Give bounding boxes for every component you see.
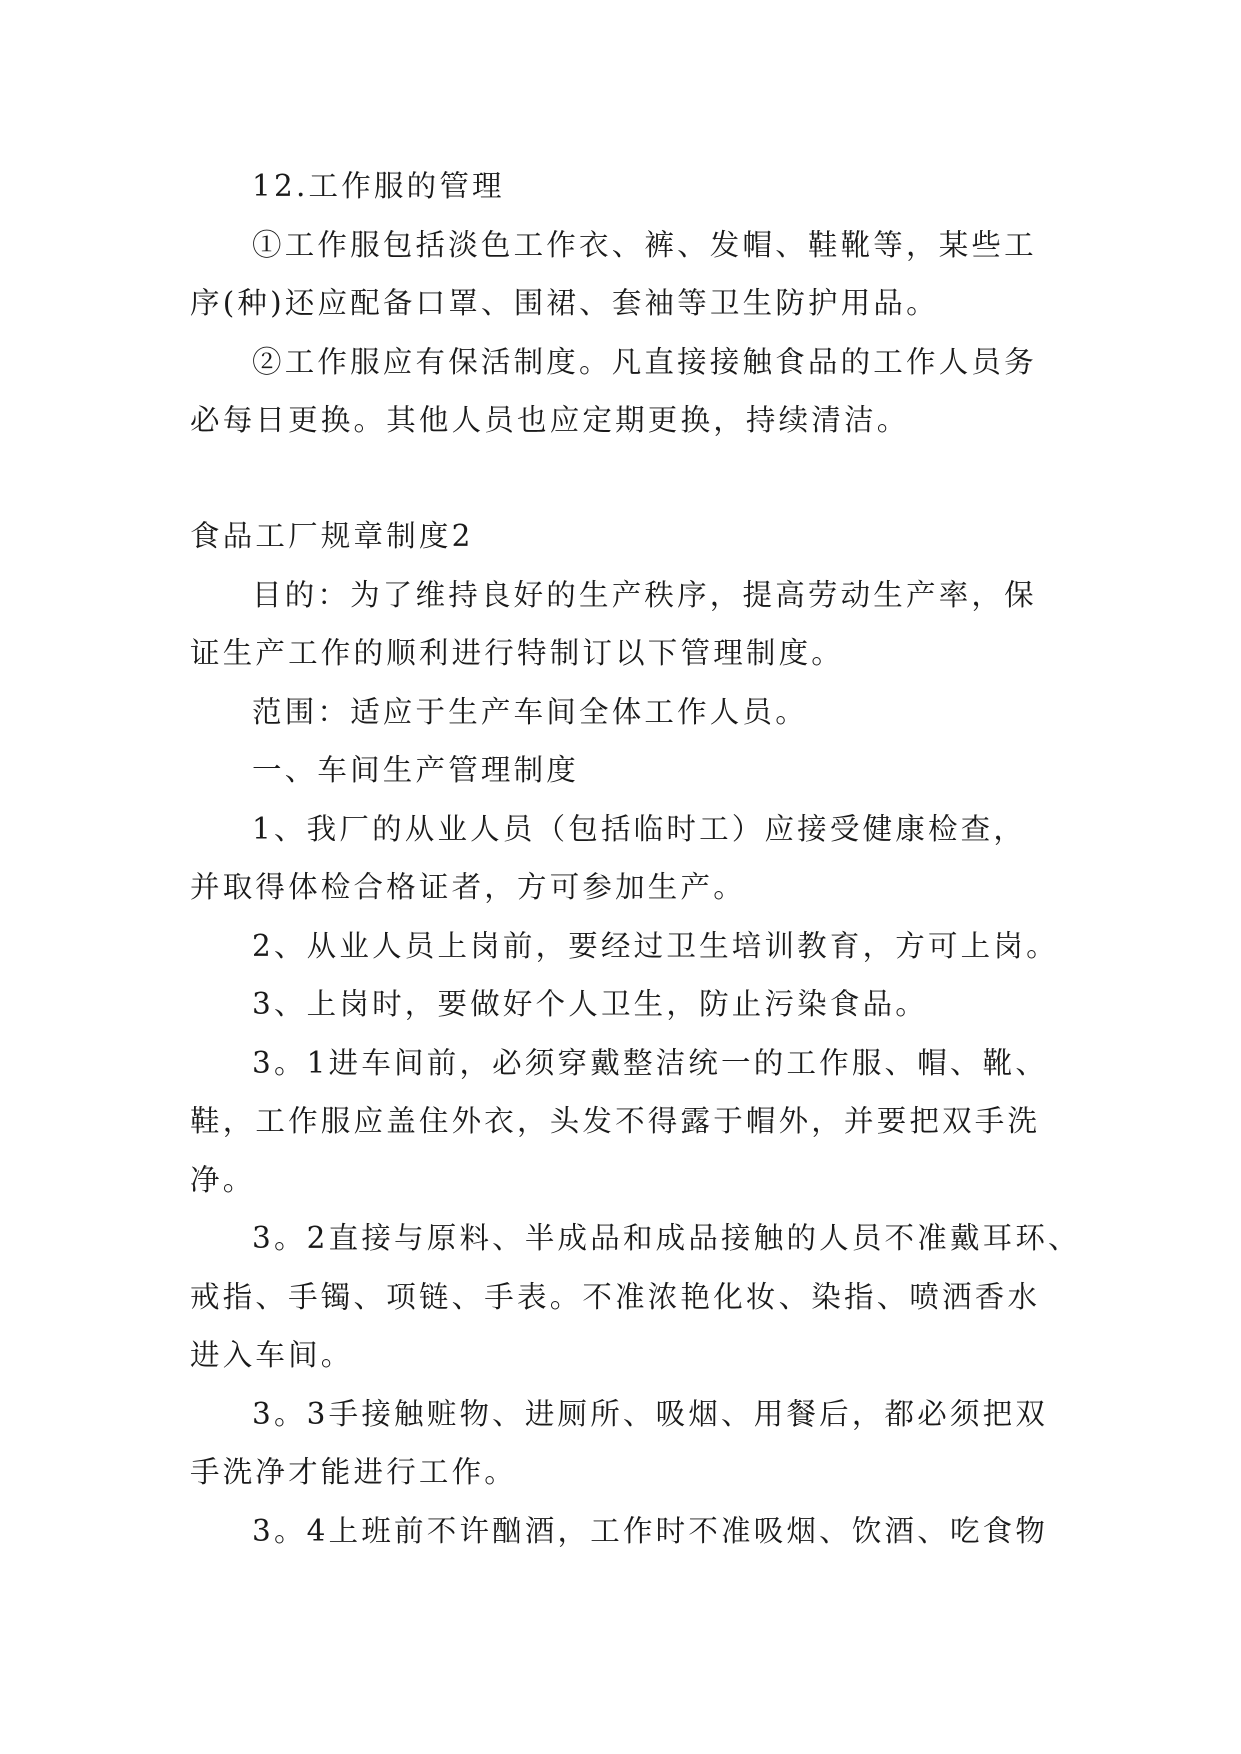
paragraph-line: ①工作服包括淡色工作衣、裤、发帽、鞋靴等，某些工 <box>252 228 1037 262</box>
paragraph-line: 鞋，工作服应盖住外衣，头发不得露于帽外，并要把双手洗 <box>190 1104 1041 1138</box>
paragraph-line: 进入车间。 <box>190 1338 354 1372</box>
paragraph-line: 3。1进车间前，必须穿戴整洁统一的工作服、帽、靴、 <box>252 1046 1049 1080</box>
paragraph-line: 证生产工作的顺利进行特制订以下管理制度。 <box>190 636 845 670</box>
section-heading: 12.工作服的管理 <box>252 169 505 203</box>
paragraph-line: 1、我厂的从业人员（包括临时工）应接受健康检查， <box>252 812 1027 846</box>
paragraph-line: 戒指、手镯、项链、手表。不准浓艳化妆、染指、喷洒香水 <box>190 1280 1041 1314</box>
paragraph-line: 2、从业人员上岗前，要经过卫生培训教育，方可上岗。 <box>252 929 1059 963</box>
paragraph-line: 3。4上班前不许酗酒，工作时不准吸烟、饮酒、吃食物 <box>252 1514 1049 1548</box>
paragraph-line: 手洗净才能进行工作。 <box>190 1455 518 1489</box>
paragraph-line: 范围：适应于生产车间全体工作人员。 <box>252 695 808 729</box>
paragraph-line: 目的：为了维持良好的生产秩序，提高劳动生产率，保 <box>252 578 1037 612</box>
paragraph-line: 序(种)还应配备口罩、围裙、套袖等卫生防护用品。 <box>190 286 939 320</box>
paragraph-line: 必每日更换。其他人员也应定期更换，持续清洁。 <box>190 403 910 437</box>
document-title: 食品工厂规章制度2 <box>190 519 474 553</box>
paragraph-line: ②工作服应有保活制度。凡直接接触食品的工作人员务 <box>252 345 1037 379</box>
section-heading: 一、车间生产管理制度 <box>252 753 580 787</box>
paragraph-line: 并取得体检合格证者，方可参加生产。 <box>190 870 746 904</box>
paragraph-line: 3。2直接与原料、半成品和成品接触的人员不准戴耳环、 <box>252 1221 1081 1255</box>
paragraph-line: 3。3手接触赃物、进厕所、吸烟、用餐后，都必须把双 <box>252 1397 1049 1431</box>
paragraph-line: 3、上岗时，要做好个人卫生，防止污染食品。 <box>252 987 928 1021</box>
paragraph-line: 净。 <box>190 1163 256 1197</box>
